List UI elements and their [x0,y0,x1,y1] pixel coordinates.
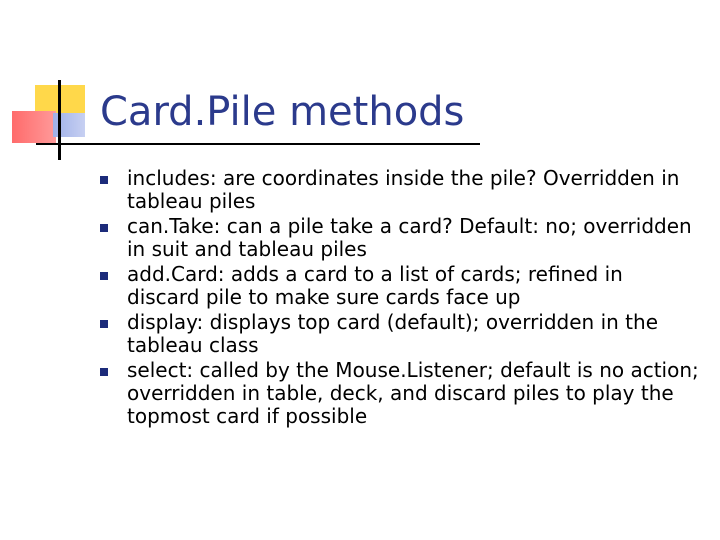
bullet-list [96,165,700,428]
bullet-square-icon [100,320,108,328]
bullet-text: includes: are coordinates inside the pile? Overridden in tableau piles [127,166,680,213]
bullet-text: display: displays top card (default); overridden in the tableau class [127,310,658,357]
bullet-item-addcard [96,261,700,309]
bullet-square-icon [100,368,108,376]
bullet-text: select: called by the Mouse.Listener; default is no action; overridden in table, deck, and discard piles to play the topmost card if possible [127,358,699,428]
decor-red-bar [12,111,56,143]
bullet-item-display [96,309,700,357]
bullet-item-cantake [96,213,700,261]
bullet-square-icon [100,176,108,184]
title-underline [36,143,480,145]
bullet-item-select [96,357,700,428]
slide-title: Card.Pile methods [100,89,465,135]
bullet-text: can.Take: can a pile take a card? Default: no; overridden in suit and tableau piles [127,214,692,261]
bullet-square-icon [100,224,108,232]
bullet-square-icon [100,272,108,280]
bullet-text: add.Card: adds a card to a list of cards; refined in discard pile to make sure cards face up [127,262,623,309]
bullet-item-includes [96,165,700,213]
decor-vertical-line [58,80,61,160]
